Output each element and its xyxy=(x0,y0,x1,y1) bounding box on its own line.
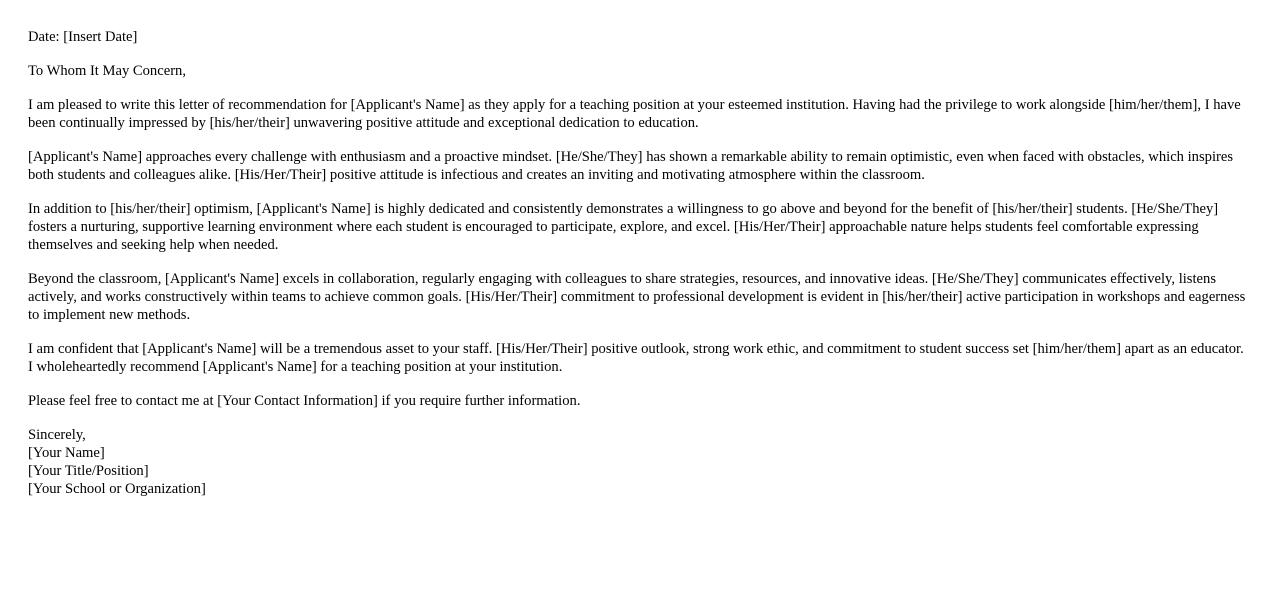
signer-organization: [Your School or Organization] xyxy=(28,481,206,497)
letter-paragraph-attitude: [Applicant's Name] approaches every challenge with enthusiasm and a proactive mindset. [He/She/They] has shown a remarkable ability to remain optimistic, even when faced with obstacles, which inspires both students and colleagues alike. [His/Her/Their] positive attitude is infectious and creates an inviting and motivating atmosphere within the classroom. xyxy=(28,149,1234,183)
letter-date: Date: [Insert Date] xyxy=(28,29,138,45)
letter-paragraph-contact: Please feel free to contact me at [Your Contact Information] if you require further information. xyxy=(28,393,581,409)
letter-salutation: To Whom It May Concern, xyxy=(28,63,186,79)
signature-block xyxy=(28,426,1246,498)
letter-paragraph-intro: I am pleased to write this letter of recommendation for [Applicant's Name] as they apply for a teaching position at your esteemed institution. Having had the privilege to work alongside [him/her/them], I have been continually impressed by [his/her/their] unwavering positive attitude and exceptional dedication to education. xyxy=(28,97,1241,131)
letter-paragraph-dedication: In addition to [his/her/their] optimism, [Applicant's Name] is highly dedicated and consistently demonstrates a willingness to go above and beyond for the benefit of [his/her/their] students. [He/She/They] fosters a nurturing, supportive learning environment where each student is encouraged to participate, explore, and excel. [His/Her/Their] approachable nature helps students feel comfortable expressing themselves and seeking help when needed. xyxy=(28,201,1219,253)
signer-title: [Your Title/Position] xyxy=(28,463,149,479)
recommendation-letter xyxy=(28,28,1246,498)
letter-closing: Sincerely, xyxy=(28,427,86,443)
signer-name: [Your Name] xyxy=(28,445,105,461)
letter-paragraph-recommendation: I am confident that [Applicant's Name] will be a tremendous asset to your staff. [His/Her/Their] positive outlook, strong work ethic, and commitment to student success set [him/her/them] apart as an educator. I wholeheartedly recommend [Applicant's Name] for a teaching position at your institution. xyxy=(28,341,1244,375)
letter-paragraph-collaboration: Beyond the classroom, [Applicant's Name] excels in collaboration, regularly engaging with colleagues to share strategies, resources, and innovative ideas. [He/She/They] communicates effectively, listens actively, and works constructively within teams to achieve common goals. [His/Her/Their] commitment to professional development is evident in [his/her/their] active participation in workshops and eagerness to implement new methods. xyxy=(28,271,1246,323)
